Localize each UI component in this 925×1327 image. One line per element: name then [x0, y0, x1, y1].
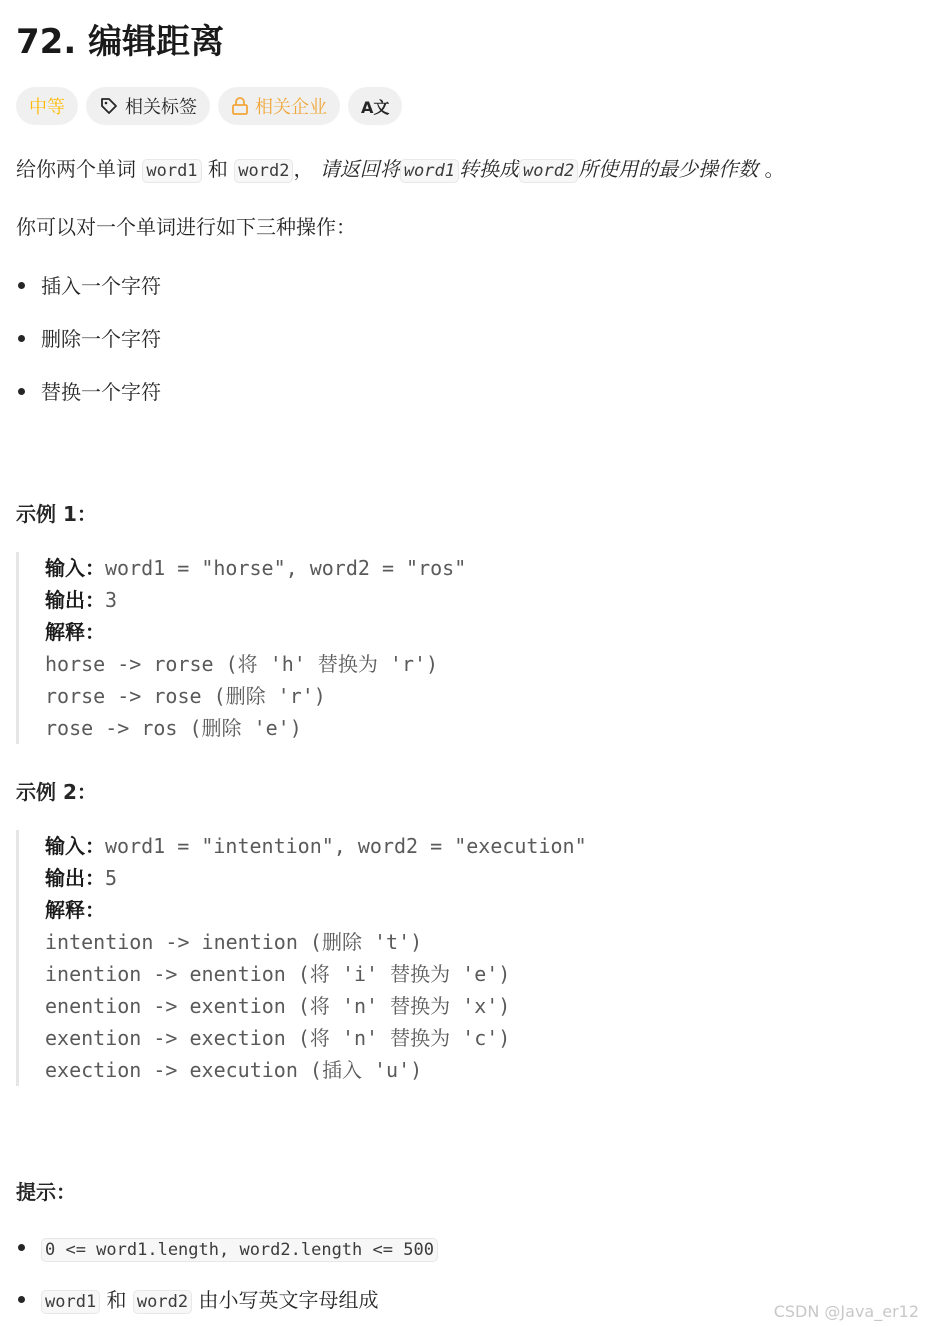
- output-label: 输出：: [45, 588, 105, 612]
- difficulty-badge[interactable]: [16, 87, 78, 125]
- desc-text: 请返回将: [319, 157, 400, 181]
- explain-label-text: 解释：: [45, 620, 105, 644]
- code-word1: word1: [41, 1290, 100, 1314]
- hints-heading: 提示：: [16, 1180, 76, 1204]
- desc-text: 转换成: [459, 157, 519, 181]
- input-value: word1 = "intention", word2 = "execution": [105, 834, 587, 858]
- output-value: 3: [105, 588, 118, 612]
- tag-bar: [16, 87, 402, 125]
- topics-button[interactable]: [86, 87, 210, 125]
- companies-label: 相关企业: [255, 97, 327, 118]
- example-1-heading: 示例 1：: [16, 502, 97, 526]
- problem-title: 72. 编辑距离: [16, 22, 225, 62]
- explain-step: inention -> enention (将 'i' 替换为 'e'): [45, 962, 511, 986]
- difficulty-label: 中等: [29, 97, 65, 118]
- input-label: 输入：: [45, 556, 105, 580]
- list-item: 删除一个字符: [16, 324, 161, 354]
- tag-icon: [99, 96, 119, 116]
- code-word2: word2: [234, 159, 293, 183]
- list-item: 替换一个字符: [16, 377, 161, 407]
- explain-step: exection -> execution (插入 'u'): [45, 1058, 423, 1082]
- lock-icon: [231, 96, 249, 116]
- watermark: CSDN @Java_er12: [773, 1302, 919, 1321]
- constraint-code: 0 <= word1.length, word2.length <= 500: [41, 1238, 438, 1262]
- topics-label: 相关标签: [125, 97, 197, 118]
- translate-icon: A文: [361, 97, 390, 117]
- hint-text: 由小写英文字母组成: [198, 1288, 379, 1312]
- code-word2: word2: [133, 1290, 192, 1314]
- desc-text: 和: [207, 157, 228, 181]
- example-2-block: [16, 830, 587, 1086]
- explain-step: enention -> exention (将 'n' 替换为 'x'): [45, 994, 511, 1018]
- explain-step: rorse -> rose (删除 'r'): [45, 684, 326, 708]
- code-word2: word2: [519, 159, 578, 183]
- output-value: 5: [105, 866, 118, 890]
- desc-text: ，: [293, 157, 314, 181]
- explain-step: exention -> exection (将 'n' 替换为 'c'): [45, 1026, 511, 1050]
- explain-step: intention -> inention (删除 't'): [45, 930, 423, 954]
- example-line: [45, 552, 466, 584]
- example-line: [45, 584, 466, 616]
- description-paragraph: [16, 154, 785, 186]
- example-line: [45, 862, 587, 894]
- list-item: [16, 1285, 378, 1317]
- example-1-block: [16, 552, 466, 744]
- desc-text: 所使用的最少操作数: [578, 157, 759, 181]
- list-item: [16, 1233, 438, 1265]
- operations-intro: 你可以对一个单词进行如下三种操作：: [16, 215, 356, 239]
- explain-label-text: 解释：: [45, 898, 105, 922]
- input-value: word1 = "horse", word2 = "ros": [105, 556, 467, 580]
- hint-text: 和: [106, 1288, 127, 1312]
- explain-step: rose -> ros (删除 'e'): [45, 716, 302, 740]
- explain-label: [45, 894, 587, 926]
- companies-button[interactable]: [218, 87, 340, 125]
- example-2-heading: 示例 2：: [16, 780, 97, 804]
- explain-step: horse -> rorse (将 'h' 替换为 'r'): [45, 652, 439, 676]
- code-word1: word1: [142, 159, 201, 183]
- example-line: [45, 830, 587, 862]
- explain-label: [45, 616, 466, 648]
- list-item: 插入一个字符: [16, 271, 161, 301]
- emphasis-text: [320, 157, 758, 181]
- input-label: 输入：: [45, 834, 105, 858]
- desc-text: 给你两个单词: [16, 157, 136, 181]
- translate-button[interactable]: [348, 87, 402, 125]
- output-label: 输出：: [45, 866, 105, 890]
- desc-text: 。: [764, 157, 785, 181]
- code-word1: word1: [400, 159, 459, 183]
